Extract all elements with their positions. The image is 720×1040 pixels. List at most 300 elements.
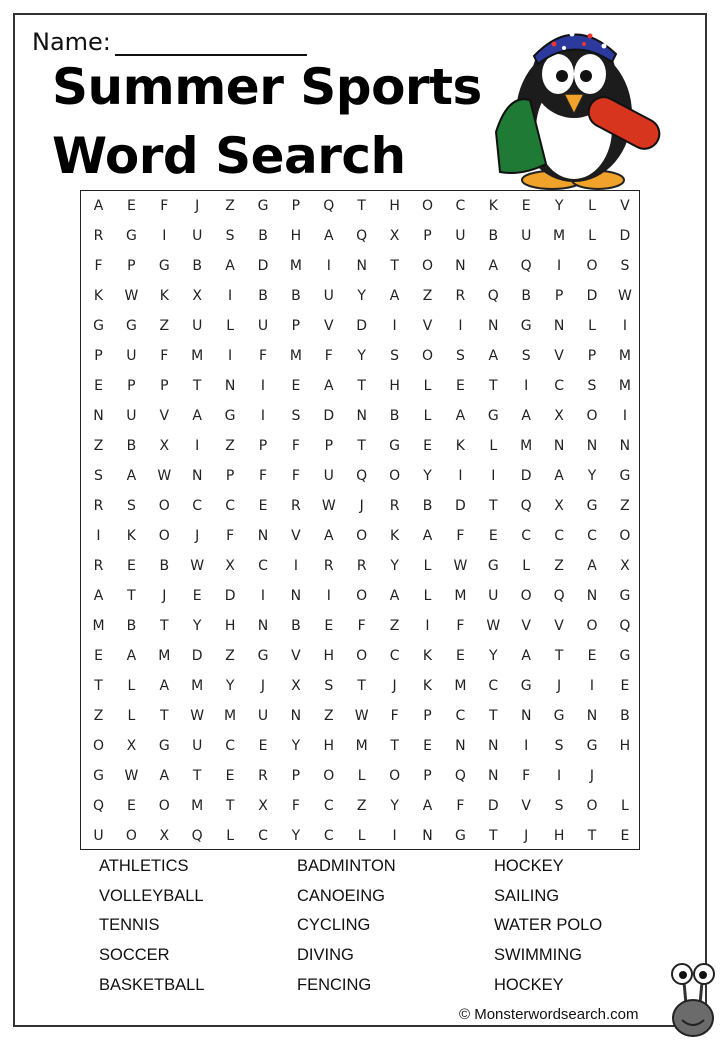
grid-letter[interactable]: U (488, 588, 499, 604)
grid-letter[interactable]: T (357, 438, 366, 454)
grid-letter[interactable]: F (324, 348, 333, 364)
grid-letter[interactable]: K (390, 528, 400, 544)
grid-letter[interactable]: A (126, 648, 137, 664)
grid-letter[interactable]: D (619, 228, 631, 244)
grid-letter[interactable]: L (226, 318, 234, 334)
grid-letter[interactable]: Q (92, 798, 105, 814)
grid-letter[interactable]: B (258, 288, 268, 304)
grid-letter[interactable]: R (258, 768, 268, 784)
grid-letter[interactable]: N (553, 318, 565, 334)
grid-letter[interactable]: X (291, 678, 301, 694)
grid-letter[interactable]: F (456, 618, 465, 634)
grid-letter[interactable]: V (291, 648, 301, 664)
grid-letter[interactable]: N (191, 468, 203, 484)
grid-letter[interactable]: G (619, 588, 631, 604)
grid-letter[interactable]: A (521, 408, 531, 424)
grid-letter[interactable]: C (554, 528, 564, 544)
grid-letter[interactable]: Q (323, 198, 335, 214)
grid-letter[interactable]: A (554, 468, 564, 484)
grid-letter[interactable]: A (225, 258, 235, 274)
grid-letter[interactable]: T (489, 378, 498, 394)
grid-letter[interactable]: U (521, 228, 532, 244)
grid-letter[interactable]: Z (93, 438, 104, 454)
grid-letter[interactable]: F (522, 768, 531, 784)
grid-letter[interactable]: W (124, 768, 139, 784)
grid-letter[interactable]: W (354, 708, 369, 724)
grid-letter[interactable]: J (524, 828, 529, 844)
grid-letter[interactable]: I (622, 318, 627, 334)
grid-letter[interactable]: U (455, 228, 466, 244)
grid-letter[interactable]: M (618, 378, 631, 394)
grid-letter[interactable]: C (225, 498, 235, 514)
grid-letter[interactable]: F (94, 258, 103, 274)
grid-letter[interactable]: Y (357, 288, 366, 304)
grid-letter[interactable]: K (422, 648, 433, 664)
grid-letter[interactable]: H (389, 378, 400, 394)
grid-letter[interactable]: S (324, 678, 334, 694)
grid-letter[interactable]: M (191, 678, 204, 694)
grid-letter[interactable]: E (126, 798, 136, 814)
grid-letter[interactable]: M (289, 258, 302, 274)
grid-letter[interactable]: I (392, 318, 397, 334)
grid-letter[interactable]: U (192, 318, 203, 334)
grid-letter[interactable]: Y (192, 618, 202, 634)
grid-letter[interactable]: T (94, 678, 103, 694)
grid-letter[interactable]: Y (587, 468, 597, 484)
grid-letter[interactable]: G (158, 258, 170, 274)
grid-letter[interactable]: N (290, 588, 302, 604)
grid-letter[interactable]: O (586, 258, 598, 274)
grid-letter[interactable]: E (587, 648, 597, 664)
grid-letter[interactable]: O (356, 648, 368, 664)
grid-letter[interactable]: T (357, 678, 366, 694)
grid-letter[interactable]: A (488, 348, 499, 364)
grid-letter[interactable]: G (619, 468, 631, 484)
grid-letter[interactable]: H (224, 618, 236, 634)
grid-letter[interactable]: Y (291, 738, 301, 754)
grid-letter[interactable]: L (588, 198, 596, 214)
grid-letter[interactable]: E (225, 768, 235, 784)
grid-letter[interactable]: W (321, 498, 336, 514)
grid-letter[interactable]: V (554, 348, 564, 364)
grid-letter[interactable]: G (520, 678, 532, 694)
grid-letter[interactable]: U (323, 288, 334, 304)
grid-letter[interactable]: V (324, 318, 334, 334)
grid-letter[interactable]: H (553, 828, 565, 844)
grid-letter[interactable]: P (291, 318, 301, 334)
grid-letter[interactable]: W (486, 618, 501, 634)
grid-letter[interactable]: W (157, 468, 172, 484)
grid-letter[interactable]: D (586, 288, 598, 304)
grid-letter[interactable]: J (195, 198, 200, 214)
grid-letter[interactable]: I (557, 768, 562, 784)
grid-letter[interactable]: P (423, 768, 432, 784)
grid-letter[interactable]: I (392, 828, 397, 844)
grid-letter[interactable]: M (454, 678, 467, 694)
grid-letter[interactable]: E (94, 378, 103, 394)
grid-letter[interactable]: C (554, 378, 564, 394)
grid-letter[interactable]: I (228, 348, 233, 364)
grid-letter[interactable]: C (225, 738, 235, 754)
grid-letter[interactable]: X (389, 228, 400, 244)
grid-letter[interactable]: G (125, 228, 137, 244)
grid-letter[interactable]: Y (357, 348, 366, 364)
grid-letter[interactable]: C (389, 648, 400, 664)
grid-letter[interactable]: Q (520, 498, 532, 514)
grid-letter[interactable]: O (158, 528, 170, 544)
grid-letter[interactable]: L (588, 228, 596, 244)
grid-letter[interactable]: C (488, 678, 499, 694)
grid-letter[interactable]: O (586, 408, 598, 424)
grid-letter[interactable]: T (587, 828, 597, 844)
grid-letter[interactable]: P (291, 198, 301, 214)
grid-letter[interactable]: M (355, 738, 368, 754)
grid-letter[interactable]: N (257, 618, 269, 634)
grid-letter[interactable]: M (224, 708, 237, 724)
grid-letter[interactable]: Q (191, 828, 203, 844)
grid-letter[interactable]: D (455, 498, 466, 514)
grid-letter[interactable]: M (191, 348, 204, 364)
grid-letter[interactable]: C (323, 798, 334, 814)
grid-letter[interactable]: B (192, 258, 202, 274)
grid-letter[interactable]: B (258, 228, 268, 244)
grid-letter[interactable]: F (258, 348, 268, 364)
grid-letter[interactable]: E (126, 198, 136, 214)
grid-letter[interactable]: Q (553, 588, 565, 604)
grid-letter[interactable]: C (521, 528, 532, 544)
grid-letter[interactable]: S (554, 738, 564, 754)
grid-letter[interactable]: L (127, 678, 136, 694)
grid-letter[interactable]: E (258, 738, 268, 754)
grid-letter[interactable]: R (93, 558, 104, 574)
grid-letter[interactable]: U (323, 468, 334, 484)
grid-letter[interactable]: G (93, 768, 104, 784)
grid-letter[interactable]: G (619, 648, 631, 664)
grid-letter[interactable]: I (622, 408, 627, 424)
grid-letter[interactable]: E (423, 438, 432, 454)
grid-letter[interactable]: E (291, 378, 301, 394)
grid-letter[interactable]: K (126, 528, 136, 544)
grid-letter[interactable]: D (257, 258, 269, 274)
grid-letter[interactable]: G (586, 738, 598, 754)
grid-letter[interactable]: T (160, 618, 169, 634)
grid-letter[interactable]: A (422, 798, 433, 814)
grid-letter[interactable]: O (619, 528, 631, 544)
grid-letter[interactable]: W (453, 558, 468, 574)
grid-letter[interactable]: N (356, 258, 367, 274)
grid-letter[interactable]: F (291, 438, 300, 454)
grid-letter[interactable]: I (425, 618, 430, 634)
grid-letter[interactable]: N (553, 438, 565, 454)
grid-letter[interactable]: L (423, 378, 432, 394)
grid-letter[interactable]: K (455, 438, 465, 454)
grid-letter[interactable]: I (458, 318, 463, 334)
grid-letter[interactable]: I (326, 258, 331, 274)
grid-letter[interactable]: Z (93, 708, 104, 724)
grid-letter[interactable]: H (323, 648, 335, 664)
grid-letter[interactable]: A (159, 678, 170, 694)
grid-letter[interactable]: B (620, 708, 630, 724)
grid-letter[interactable]: L (357, 768, 366, 784)
grid-letter[interactable]: P (258, 438, 268, 454)
grid-letter[interactable]: L (620, 798, 629, 814)
grid-letter[interactable]: Z (422, 288, 433, 304)
grid-letter[interactable]: O (323, 768, 335, 784)
grid-letter[interactable]: N (619, 438, 631, 454)
grid-letter[interactable]: E (455, 378, 465, 394)
grid-letter[interactable]: I (260, 408, 266, 424)
grid-letter[interactable]: O (520, 588, 532, 604)
grid-letter[interactable]: P (554, 288, 564, 304)
grid-letter[interactable]: P (423, 228, 432, 244)
grid-letter[interactable]: T (554, 648, 564, 664)
grid-letter[interactable]: C (192, 498, 203, 514)
grid-letter[interactable]: I (524, 738, 529, 754)
grid-letter[interactable]: S (291, 408, 301, 424)
grid-letter[interactable]: L (588, 318, 596, 334)
grid-letter[interactable]: A (521, 648, 531, 664)
grid-letter[interactable]: P (94, 348, 103, 364)
grid-letter[interactable]: S (587, 378, 597, 394)
grid-letter[interactable]: B (389, 408, 400, 424)
grid-letter[interactable]: L (357, 828, 366, 844)
grid-letter[interactable]: S (455, 348, 465, 364)
grid-letter[interactable]: T (225, 798, 235, 814)
grid-letter[interactable]: T (489, 498, 498, 514)
grid-letter[interactable]: N (356, 408, 367, 424)
grid-letter[interactable]: I (96, 528, 101, 544)
grid-letter[interactable]: Y (423, 468, 432, 484)
grid-letter[interactable]: N (422, 828, 433, 844)
grid-letter[interactable]: F (226, 528, 235, 544)
grid-letter[interactable]: A (93, 588, 104, 604)
grid-letter[interactable]: F (160, 198, 169, 214)
grid-letter[interactable]: A (389, 588, 400, 604)
grid-letter[interactable]: O (421, 198, 434, 214)
grid-letter[interactable]: A (422, 528, 433, 544)
grid-letter[interactable]: D (356, 318, 368, 334)
grid-letter[interactable]: V (554, 618, 564, 634)
grid-letter[interactable]: B (126, 438, 137, 454)
grid-letter[interactable]: U (126, 348, 137, 364)
grid-letter[interactable]: C (455, 198, 466, 214)
grid-letter[interactable]: H (323, 738, 335, 754)
grid-letter[interactable]: N (257, 528, 269, 544)
grid-letter[interactable]: E (192, 588, 202, 604)
grid-letter[interactable]: T (489, 708, 498, 724)
grid-letter[interactable]: P (324, 438, 334, 454)
grid-letter[interactable]: Q (356, 228, 368, 244)
grid-letter[interactable]: O (158, 498, 170, 514)
grid-letter[interactable]: V (291, 528, 301, 544)
grid-letter[interactable]: F (291, 468, 300, 484)
grid-letter[interactable]: H (619, 738, 631, 754)
grid-letter[interactable]: P (127, 258, 136, 274)
grid-letter[interactable]: L (127, 708, 136, 724)
grid-letter[interactable]: A (324, 528, 334, 544)
grid-letter[interactable]: U (257, 318, 269, 334)
grid-letter[interactable]: G (487, 408, 499, 424)
grid-letter[interactable]: U (192, 228, 203, 244)
grid-letter[interactable]: Q (454, 768, 466, 784)
grid-letter[interactable]: S (554, 798, 564, 814)
grid-letter[interactable]: M (618, 348, 631, 364)
grid-letter[interactable]: Z (225, 648, 235, 664)
grid-letter[interactable]: F (390, 708, 399, 724)
grid-letter[interactable]: G (553, 708, 565, 724)
grid-letter[interactable]: M (158, 648, 171, 664)
grid-letter[interactable]: T (390, 258, 399, 274)
grid-letter[interactable]: S (390, 348, 400, 364)
grid-letter[interactable]: M (289, 348, 302, 364)
grid-letter[interactable]: E (126, 558, 136, 574)
grid-letter[interactable]: L (423, 558, 432, 574)
grid-letter[interactable]: O (356, 588, 368, 604)
grid-letter[interactable]: T (192, 768, 202, 784)
grid-letter[interactable]: G (586, 498, 598, 514)
grid-letter[interactable]: I (326, 588, 331, 604)
grid-letter[interactable]: E (455, 648, 465, 664)
grid-letter[interactable]: X (554, 498, 564, 514)
grid-letter[interactable]: O (389, 468, 401, 484)
grid-letter[interactable]: A (324, 378, 334, 394)
grid-letter[interactable]: L (522, 558, 531, 574)
grid-letter[interactable]: O (421, 258, 434, 274)
grid-letter[interactable]: U (93, 828, 104, 844)
grid-letter[interactable]: P (587, 348, 597, 364)
grid-letter[interactable]: I (557, 258, 562, 274)
grid-letter[interactable]: I (524, 378, 529, 394)
grid-letter[interactable]: J (359, 498, 364, 514)
grid-letter[interactable]: C (258, 558, 268, 574)
grid-letter[interactable]: Y (489, 648, 498, 664)
grid-letter[interactable]: D (224, 588, 236, 604)
grid-letter[interactable]: Z (225, 198, 235, 214)
grid-letter[interactable]: E (94, 648, 103, 664)
grid-letter[interactable]: J (260, 678, 266, 694)
grid-letter[interactable]: N (586, 708, 598, 724)
grid-letter[interactable]: W (190, 558, 205, 574)
grid-letter[interactable]: G (125, 318, 137, 334)
grid-letter[interactable]: O (389, 768, 401, 784)
grid-letter[interactable]: G (158, 738, 170, 754)
grid-letter[interactable]: R (455, 288, 466, 304)
grid-letter[interactable]: B (291, 288, 301, 304)
grid-letter[interactable]: B (521, 288, 531, 304)
grid-letter[interactable]: D (520, 468, 532, 484)
grid-letter[interactable]: Q (356, 468, 368, 484)
grid-letter[interactable]: M (520, 438, 533, 454)
grid-letter[interactable]: Y (390, 798, 399, 814)
grid-letter[interactable]: M (191, 798, 204, 814)
grid-letter[interactable]: E (488, 528, 498, 544)
grid-letter[interactable]: M (553, 228, 566, 244)
grid-letter[interactable]: T (390, 738, 399, 754)
grid-letter[interactable]: U (126, 408, 137, 424)
name-blank-line[interactable] (115, 32, 307, 56)
grid-letter[interactable]: I (293, 558, 298, 574)
grid-letter[interactable]: V (422, 318, 433, 334)
grid-letter[interactable]: N (93, 408, 104, 424)
grid-letter[interactable]: B (422, 498, 433, 514)
grid-letter[interactable]: Y (225, 678, 235, 694)
grid-letter[interactable]: W (190, 708, 205, 724)
grid-letter[interactable]: O (125, 828, 137, 844)
grid-letter[interactable]: I (458, 468, 463, 484)
grid-letter[interactable]: V (159, 408, 170, 424)
grid-letter[interactable]: A (159, 768, 170, 784)
grid-letter[interactable]: H (290, 228, 302, 244)
grid-letter[interactable]: C (455, 708, 466, 724)
grid-letter[interactable]: H (389, 198, 400, 214)
grid-letter[interactable]: K (159, 288, 169, 304)
grid-letter[interactable]: T (192, 378, 202, 394)
grid-letter[interactable]: I (228, 288, 233, 304)
grid-letter[interactable]: K (422, 678, 433, 694)
grid-letter[interactable]: T (489, 828, 498, 844)
grid-letter[interactable]: P (291, 768, 301, 784)
grid-letter[interactable]: C (258, 828, 268, 844)
grid-letter[interactable]: N (520, 708, 532, 724)
grid-letter[interactable]: L (226, 828, 234, 844)
grid-letter[interactable]: E (620, 828, 630, 844)
grid-letter[interactable]: P (127, 378, 136, 394)
grid-letter[interactable]: V (620, 198, 630, 214)
grid-letter[interactable]: Z (324, 708, 334, 724)
grid-letter[interactable]: I (589, 678, 595, 694)
grid-letter[interactable]: X (225, 558, 235, 574)
grid-letter[interactable]: R (356, 558, 367, 574)
grid-letter[interactable]: S (225, 228, 235, 244)
grid-letter[interactable]: I (260, 588, 266, 604)
grid-letter[interactable]: E (423, 738, 432, 754)
grid-letter[interactable]: D (487, 798, 499, 814)
grid-letter[interactable]: N (290, 708, 302, 724)
grid-letter[interactable]: A (126, 468, 137, 484)
grid-letter[interactable]: I (491, 468, 496, 484)
grid-letter[interactable]: L (423, 588, 432, 604)
grid-letter[interactable]: W (124, 288, 139, 304)
grid-letter[interactable]: B (488, 228, 499, 244)
grid-letter[interactable]: G (487, 558, 499, 574)
grid-letter[interactable]: Y (390, 558, 399, 574)
grid-letter[interactable]: F (357, 618, 366, 634)
grid-letter[interactable]: Z (225, 438, 235, 454)
grid-letter[interactable]: Q (487, 288, 499, 304)
grid-letter[interactable]: B (159, 558, 170, 574)
grid-letter[interactable]: E (620, 678, 630, 694)
grid-letter[interactable]: K (488, 198, 498, 214)
grid-letter[interactable]: E (324, 618, 334, 634)
grid-letter[interactable]: A (324, 228, 334, 244)
grid-letter[interactable]: G (389, 438, 401, 454)
grid-letter[interactable]: Q (520, 258, 532, 274)
grid-letter[interactable]: I (195, 438, 200, 454)
grid-letter[interactable]: A (488, 258, 499, 274)
grid-letter[interactable]: T (357, 378, 366, 394)
grid-letter[interactable]: N (455, 738, 466, 754)
grid-letter[interactable]: N (488, 318, 499, 334)
grid-letter[interactable]: Y (554, 198, 564, 214)
grid-letter[interactable]: S (620, 258, 630, 274)
grid-letter[interactable]: N (488, 738, 499, 754)
grid-letter[interactable]: G (454, 828, 466, 844)
grid-letter[interactable]: A (587, 558, 597, 574)
grid-letter[interactable]: V (521, 798, 531, 814)
grid-letter[interactable]: N (586, 588, 598, 604)
grid-letter[interactable]: I (260, 378, 266, 394)
grid-letter[interactable]: N (488, 768, 499, 784)
